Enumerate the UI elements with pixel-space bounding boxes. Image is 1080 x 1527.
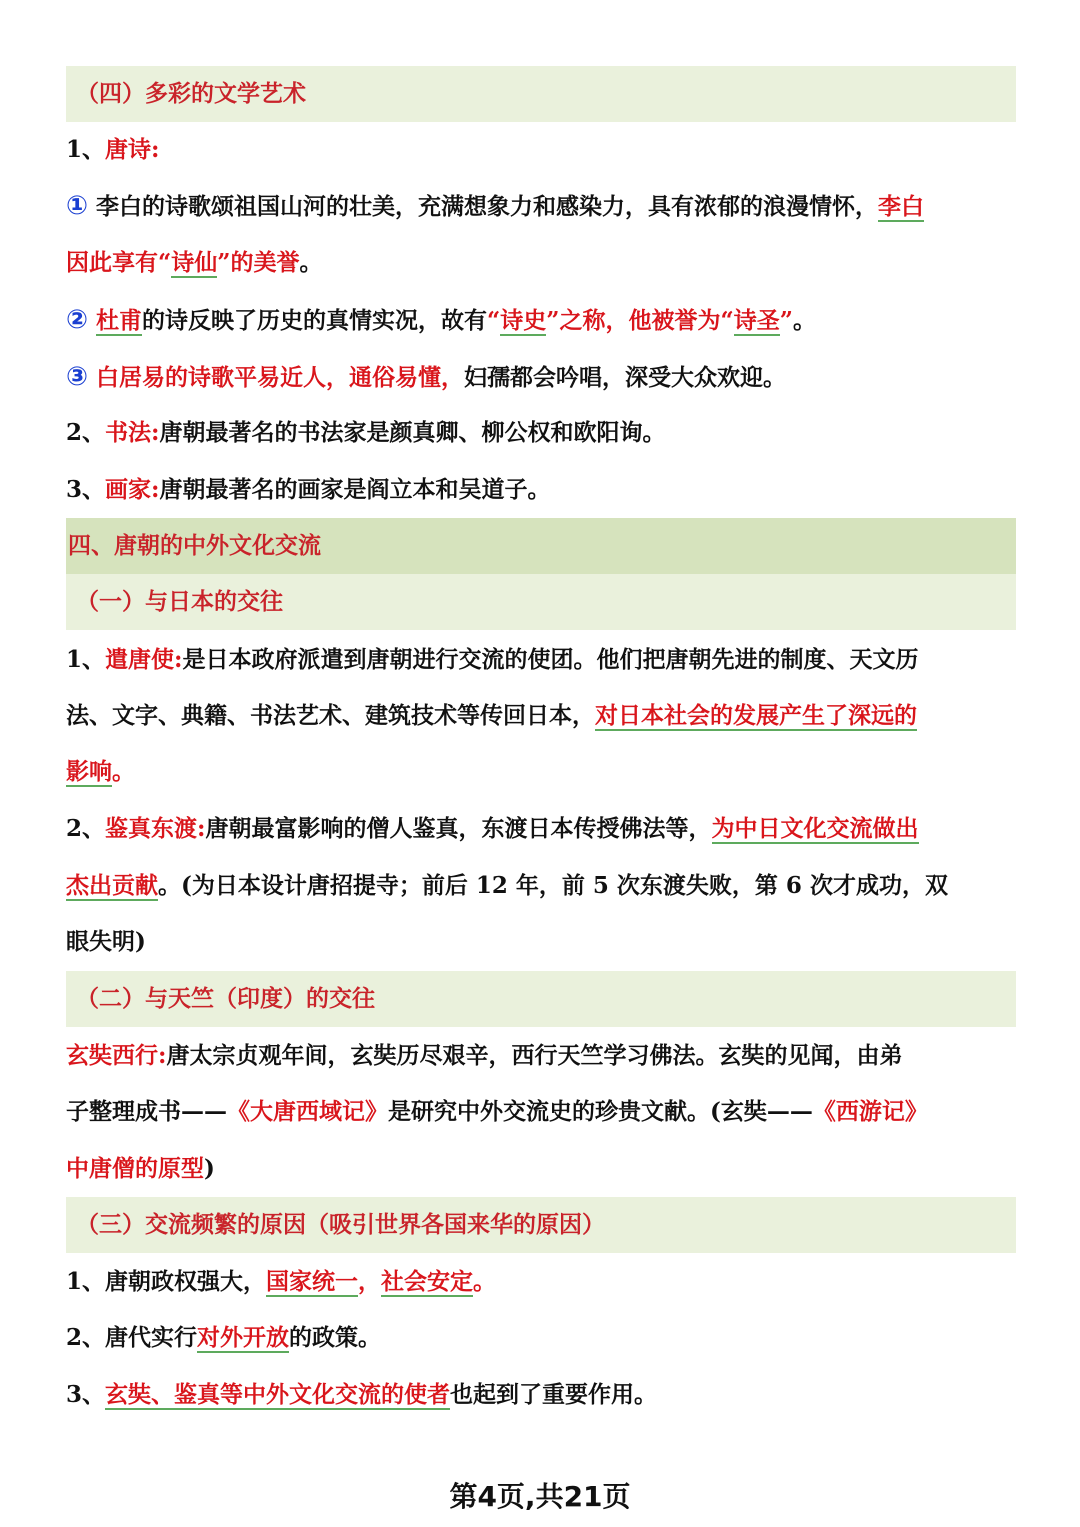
highlight-shixian: 诗仙 — [171, 249, 218, 276]
subsection-heading-japan: （一）与日本的交往 — [66, 574, 1016, 630]
highlight-datang-xiyuji: 《大唐西域记》 — [227, 1098, 388, 1125]
poetry-point-1: ① 李白的诗歌颂祖国山河的壮美，充满想象力和感染力，具有浓郁的浪漫情怀，李白 — [66, 191, 925, 221]
item-label: 画家: — [105, 476, 160, 503]
section-heading-exchange: 四、唐朝的中外文化交流 — [66, 518, 1016, 574]
highlight-li-bai: 李白 — [878, 193, 925, 220]
item-label: 遣唐使: — [105, 646, 183, 673]
circled-number-1: ① — [66, 191, 89, 221]
list-item-tang-poetry — [66, 130, 1026, 170]
item-label: 书法: — [105, 419, 160, 446]
reason-1: 1、唐朝政权强大，国家统一，社会安定。 — [66, 1268, 497, 1295]
highlight-xiyouji: 《西游记》 — [812, 1098, 928, 1125]
highlight-open-policy: 对外开放 — [197, 1324, 290, 1351]
poetry-point-2: ② 杜甫的诗反映了历史的真情实况，故有“诗史”之称，他被誉为“诗圣”。 — [66, 305, 816, 335]
reason-3: 3、玄奘、鉴真等中外文化交流的使者也起到了重要作用。 — [66, 1381, 658, 1408]
japan-envoys-cont-2: 影响。 — [66, 758, 135, 785]
japan-envoys-cont: 法、文字、典籍、书法艺术、建筑技术等传回日本，对日本社会的发展产生了深远的 — [66, 702, 917, 729]
xuanzang-journey: 玄奘西行:唐太宗贞观年间，玄奘历尽艰辛，西行天竺学习佛法。玄奘的见闻，由弟 — [66, 1042, 903, 1069]
highlight-shisheng: 诗圣 — [733, 307, 780, 334]
highlight-bai-juyi: 白居易的诗歌平易近人，通俗易懂 — [96, 364, 442, 391]
japan-envoys: 1、遣唐使:是日本政府派遣到唐朝进行交流的使团。他们把唐朝先进的制度、天文历 — [66, 646, 919, 673]
poetry-point-3: ③ 白居易的诗歌平易近人，通俗易懂，妇孺都会吟唱，深受大众欢迎。 — [66, 362, 787, 392]
reason-2: 2、唐代实行对外开放的政策。 — [66, 1324, 382, 1351]
highlight-contribution: 为中日文化交流做出 — [711, 815, 919, 842]
item-label: 唐诗: — [105, 136, 160, 163]
highlight-profound-influence: 对日本社会的发展产生了深远的 — [595, 702, 917, 729]
jianzhen-voyage: 2、鉴真东渡:唐朝最富影响的僧人鉴真，东渡日本传授佛法等，为中日文化交流做出 — [66, 815, 919, 842]
poetry-point-1-cont: 因此享有“诗仙”的美誉。 — [66, 249, 323, 276]
list-item-painters: 3、画家:唐朝最著名的画家是阎立本和吴道子。 — [66, 476, 551, 503]
highlight-envoys: 玄奘、鉴真等中外文化交流的使者 — [105, 1381, 451, 1408]
list-item-calligraphy: 2、书法:唐朝最著名的书法家是颜真卿、柳公权和欧阳询。 — [66, 419, 666, 446]
page-number-footer: 第4页,共21页 — [449, 1480, 631, 1513]
jianzhen-voyage-cont: 杰出贡献。(为日本设计唐招提寺；前后 12 年，前 5 次东渡失败，第 6 次才成功，双 — [66, 872, 948, 899]
circled-number-2: ② — [66, 305, 89, 335]
section-heading-literature: （四）多彩的文学艺术 — [66, 66, 1016, 122]
subsection-heading-india: （二）与天竺（印度）的交往 — [66, 971, 1016, 1027]
item-label: 鉴真东渡: — [105, 815, 206, 842]
highlight-du-fu: 杜甫 — [96, 307, 143, 334]
item-label: 玄奘西行: — [66, 1042, 167, 1069]
circled-number-3: ③ — [66, 362, 89, 392]
highlight-stable: 社会安定 — [381, 1268, 474, 1295]
subsection-heading-reasons: （三）交流频繁的原因（吸引世界各国来华的原因） — [66, 1197, 1016, 1253]
item-number: 1、 — [66, 136, 106, 163]
xuanzang-journey-cont-2: 中唐僧的原型) — [66, 1155, 215, 1182]
xuanzang-journey-cont: 子整理成书——《大唐西域记》是研究中外交流史的珍贵文献。(玄奘——《西游记》 — [66, 1098, 928, 1125]
jianzhen-voyage-cont-2: 眼失明) — [66, 928, 146, 955]
highlight-unified: 国家统一 — [266, 1268, 359, 1295]
highlight-shishi: 诗史 — [500, 307, 547, 334]
